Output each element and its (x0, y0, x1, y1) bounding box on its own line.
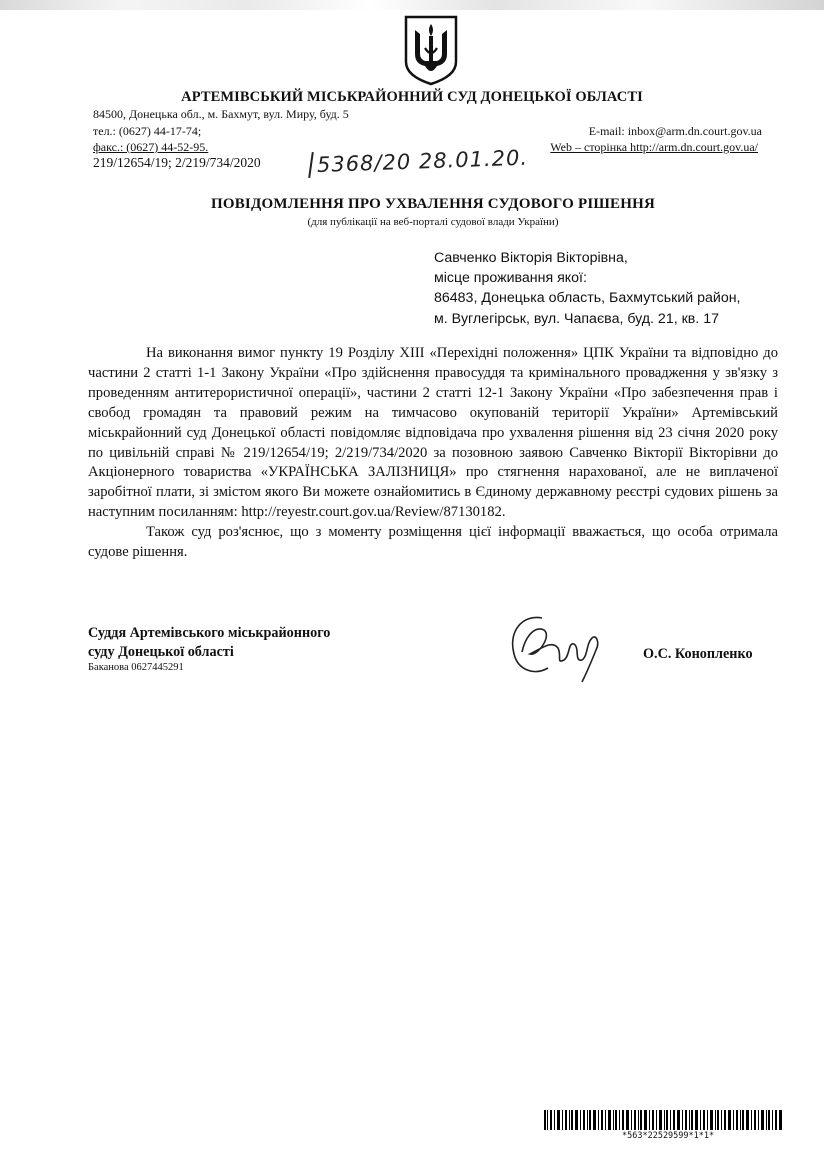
judge-signature (500, 604, 610, 686)
clerk-contact: Баканова 0627445291 (88, 662, 184, 673)
barcode-digits: *563*22529599*1*1* (622, 1131, 715, 1141)
judge-title-line2: суду Донецької області (88, 644, 234, 660)
judge-title-line1: Суддя Артемівського міськрайонного (88, 625, 331, 641)
court-fax: факс.: (0627) 44-52-95. (93, 140, 209, 154)
handwritten-outgoing-number: 5368/20 28.01.20. (316, 145, 529, 177)
body-paragraph-1: На виконання вимог пункту 19 Розділу XIII «Перехідні положення» ЦПК України та відповідно до частини 2 статті 1-1 Закону України «Про здійснення правосуддя та кримінального провадження у зв'язку з проведенням антитерористичної операції», частини 2 статті 12-1 Закону України «Про забезпечення прав і свобод громадян та правовий режим на тимчасово окупованій території України» Артемівський міськрайонний суд Донецької області повідомляє відповідача про ухвалення рішення від 23 січня 2020 року по цивільній справі № 219/12654/19; 2/219/734/2020 за позовною заявою Савченко Вікторії Вікторівни до Акціонерного товариства «УКРАЇНСЬКА ЗАЛІЗНИЦЯ» про стягнення нарахованої, але не виплаченої заробітної плати, зі змістом якого Ви можете ознайомитись в Єдиному державному реєстрі судових рішень за наступним посиланням: http://reyestr.court.gov.ua/Review/87130182. (88, 345, 778, 521)
court-address: 84500, Донецька обл., м. Бахмут, вул. Миру, буд. 5 (93, 107, 349, 121)
recipient-address-line2: м. Вуглегірськ, вул. Чапаєва, буд. 21, кв. 17 (434, 311, 720, 327)
handwritten-bracket (308, 152, 314, 178)
notice-title: ПОВІДОМЛЕННЯ ПРО УХВАЛЕННЯ СУДОВОГО РІШЕННЯ (210, 196, 656, 212)
notice-subtitle: (для публікації на веб-порталі судової влади України) (307, 216, 559, 228)
case-numbers: 219/12654/19; 2/219/734/2020 (93, 155, 261, 170)
recipient-residence-label: місце проживання якої: (434, 270, 587, 286)
court-email: E-mail: inbox@arm.dn.court.gov.ua (588, 124, 762, 138)
coat-of-arms-icon (403, 14, 459, 86)
judge-name: О.С. Конопленко (643, 646, 753, 662)
recipient-name: Савченко Вікторія Вікторівна, (434, 250, 628, 266)
scan-edge-artifact (0, 0, 824, 10)
body-paragraph-2: Також суд роз'яснює, що з моменту розміщення цієї інформації вважається, що особа отримала судове рішення. (88, 524, 778, 561)
document-barcode (544, 1110, 782, 1130)
court-name: АРТЕМІВСЬКИЙ МІСЬКРАЙОННИЙ СУД ДОНЕЦЬКОЇ ОБЛАСТІ (181, 89, 643, 105)
recipient-address-line1: 86483, Донецька область, Бахмутський район, (434, 290, 741, 306)
notice-body (88, 344, 778, 563)
court-phone: тел.: (0627) 44-17-74; (93, 124, 202, 138)
court-website-link[interactable]: Web – сторінка http://arm.dn.court.gov.ua/ (550, 140, 758, 154)
